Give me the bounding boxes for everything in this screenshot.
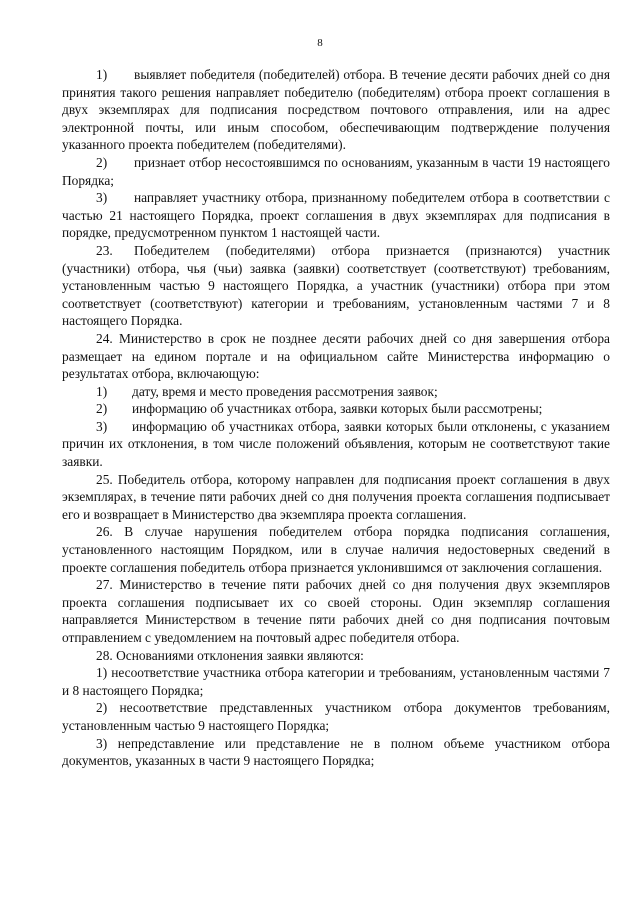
paragraph-item-24-2 [62, 400, 610, 418]
paragraph-text: несоответствие представленных участником отбора документов требованиям, установленным частью 9 настоящего Порядка; [62, 700, 610, 733]
item-number: 1) [96, 67, 108, 82]
item-number: 2) [96, 154, 108, 170]
paragraph-item-24-1 [62, 383, 610, 401]
item-number: 3) [96, 735, 108, 751]
item-number: 3) [96, 418, 108, 434]
paragraph-section-26 [62, 523, 610, 576]
paragraph-item-28-1 [62, 664, 610, 699]
paragraph-text: признает отбор несостоявшимся по основаниям, указанным в части 19 настоящего Порядка; [62, 154, 610, 188]
paragraph-text: Победителем (победителями) отбора признается (признаются) участник (участники) отбора, чья (чьи) заявка (заявки) соответствует (соответствуют) требованиям, установленным частью 9 настоящего Порядка, а участник (участники) отбора при этом соответствует (соответствуют) категории и требованиям, установленным частями 7 и 8 настоящего Порядка. [62, 242, 610, 329]
item-number: 1) [96, 665, 108, 681]
item-number: 23. [96, 242, 113, 258]
paragraph-text: несоответствие участника отбора категории и требованиям, установленным частями 7 и 8 настоящего Порядка; [62, 665, 610, 698]
paragraph-text: 25. Победитель отбора, которому направлен для подписания проект соглашения в двух экземплярах, в течение пяти рабочих дней со дня получения проекта соглашения подписывает его и возвращает в Министерство два экземпляра проекта соглашения. [62, 471, 610, 522]
paragraph-item-28-2 [62, 699, 610, 734]
item-number: 3) [96, 190, 108, 206]
paragraph-text: 28. Основаниями отклонения заявки являются: [96, 647, 364, 663]
paragraph-text: 26. В случае нарушения победителем отбора порядка подписания соглашения, установленного настоящим Порядком, или в случае наличия недостоверных сведений в проекте соглашения победитель отбора признается уклонившимся от заключения соглашения. [62, 524, 610, 575]
document-body [62, 66, 610, 770]
paragraph-text: направляет участнику отбора, признанному победителем отбора в соответствии с частью 21 настоящего Порядка, проект соглашения в двух экземплярах для подписания в порядке, предусмотренном пунктом 1 настоящей части. [62, 190, 610, 241]
item-number: 2) [96, 401, 108, 417]
paragraph-item-24-3 [62, 418, 610, 471]
paragraph-item-28-3 [62, 735, 610, 770]
paragraph-text: 27. Министерство в течение пяти рабочих дней со дня получения двух экземпляров проекта соглашения подписывает их со своей стороны. Один экземпляр соглашения направляется Министерством в течение пяти рабочих дней со дня подписания почтовым отправлением с уведомлением на почтовый адрес победителя отбора. [62, 577, 610, 645]
paragraph-section-27 [62, 576, 610, 646]
paragraph-item-1 [62, 66, 610, 154]
paragraph-item-2 [62, 154, 610, 189]
paragraph-section-23 [62, 242, 610, 330]
paragraph-text: 24. Министерство в срок не позднее десяти рабочих дней со дня завершения отбора размещает на едином портале и на официальном сайте Министерства информацию о результатах отбора, включающую: [62, 330, 610, 382]
paragraph-text: дату, время и место проведения рассмотрения заявок; [132, 383, 438, 399]
paragraph-text: информацию об участниках отбора, заявки которых были отклонены, с указанием причин их отклонения, в том числе положений объявления, которым не соответствуют такие заявки. [62, 418, 610, 470]
paragraph-text: непредставление или представление не в полном объеме участником отбора документов, указанных в части 9 настоящего Порядка; [62, 735, 610, 769]
paragraph-text: выявляет победителя (победителей) отбора. В течение десяти рабочих дней со дня принятия такого решения направляет победителю (победителям) отбора проект соглашения в двух экземплярах для подписания посредством почтового отправления, или на адрес электронной почты, или иным способом, обеспечивающим подтверждение получения указанного проекта победителем (победителями). [62, 67, 610, 153]
item-number: 2) [96, 700, 108, 716]
paragraph-section-28 [62, 647, 610, 665]
paragraph-section-24 [62, 330, 610, 383]
paragraph-section-25 [62, 471, 610, 524]
item-number: 1) [96, 383, 108, 399]
paragraph-text: информацию об участниках отбора, заявки которых были рассмотрены; [132, 401, 543, 417]
page-number: 8 [317, 37, 323, 49]
paragraph-item-3 [62, 189, 610, 242]
